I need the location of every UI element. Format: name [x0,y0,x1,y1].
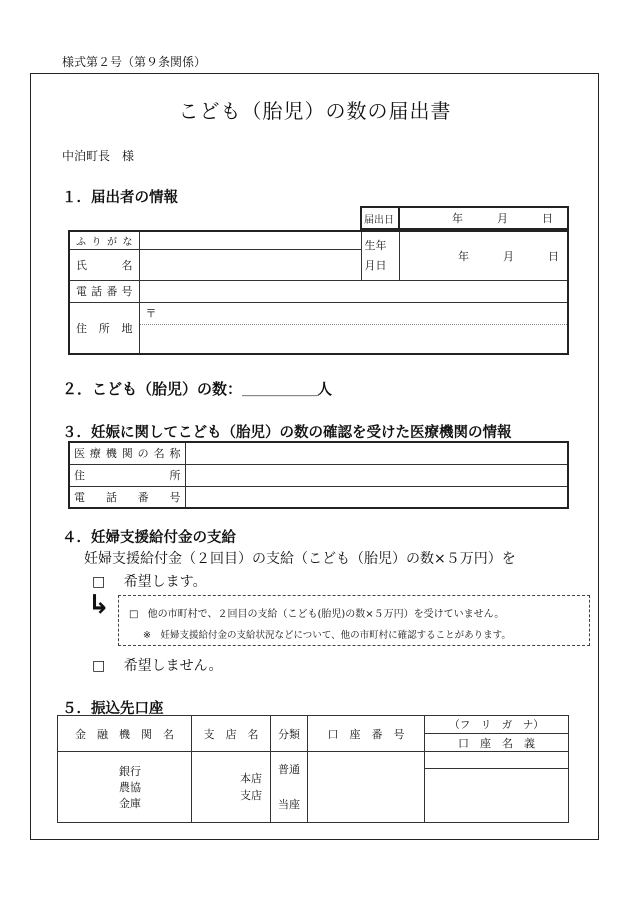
option-no-checkbox[interactable]: □ [92,658,106,674]
confirmation-note: ※ 妊婦支援給付金の支給状況などについて、他の市町村に確認することがあります。 [143,630,511,641]
address-label: 住 所 地 [69,302,139,354]
furigana-label: ふりがな [69,231,139,249]
bank-type-bank: 銀行 [119,765,141,778]
bank-type-kinko: 金庫 [119,797,141,810]
bank-account-table [57,715,569,823]
account-number-header: 口 座 番 号 [308,716,425,752]
furigana-header: （フ リ ガ ナ） [425,716,569,734]
sub-option[interactable] [129,605,504,620]
arrow-icon: ↳ [88,590,110,620]
addressee: 中泊町長 様 [62,149,135,163]
phone-label: 電話番号 [69,280,139,302]
account-type-current: 当座 [278,798,300,811]
institution-name-label: 医療機関の名称 [69,442,185,464]
birthdate-field[interactable] [399,231,568,280]
account-type-ordinary: 普通 [278,763,300,776]
birthdate-label [361,231,399,280]
institution-phone-field[interactable] [185,486,568,508]
sub-option-box [118,595,590,646]
page-title: こども（胎児）の数の届出書 [178,99,452,123]
filing-date-year: 年 [452,212,463,225]
name-field[interactable] [139,249,361,280]
furigana-field[interactable] [139,231,361,249]
section3-heading: ３．妊娠に関してこども（胎児）の数の確認を受けた医療機関の情報 [62,425,512,441]
applicant-table [68,230,569,355]
institution-address-field[interactable] [185,464,568,486]
bank-type-coop: 農協 [119,781,141,794]
medical-institution-table [68,441,569,509]
postal-code-line: 〒 [140,303,568,325]
account-type-header: 分類 [271,716,308,752]
birthdate-day: 日 [548,249,559,263]
option-no[interactable] [92,655,223,675]
form-number: 様式第２号（第９条関係） [62,55,207,69]
filing-date-label: 届出日 [361,207,399,229]
filing-date-table [360,206,569,230]
option-yes-checkbox[interactable]: □ [92,574,106,590]
filing-date-day: 日 [542,212,553,225]
option-yes-label: 希望します。 [123,574,207,590]
account-holder-field[interactable] [425,769,569,823]
institution-address-label: 住 所 [69,464,185,486]
benefit-statement: 妊婦支援給付金（２回目）の支給（こども（胎児）の数×５万円）を [84,551,516,567]
filing-date-month: 月 [497,212,508,225]
account-furigana-field[interactable] [425,752,569,769]
branch-name-header: 支 店 名 [192,716,271,752]
address-field[interactable] [139,302,568,354]
section1-heading: １．届出者の情報 [62,190,178,206]
option-no-label: 希望しません。 [123,658,223,674]
children-count-unit: 人 [317,380,333,398]
bank-name-field[interactable] [58,752,192,823]
sub-option-label: 他の市町村で、２回目の支給（こども(胎児)の数×５万円）を受けていません。 [147,609,505,620]
birthdate-label-1: 生年 [364,238,387,252]
account-holder-header: 口 座 名 義 [425,734,569,752]
sub-option-checkbox[interactable]: □ [129,609,139,620]
account-number-field[interactable] [308,752,425,823]
birthdate-year: 年 [458,249,469,263]
bank-name-header: 金 融 機 関 名 [58,716,192,752]
branch-type-branch: 支店 [240,789,262,802]
section5-heading: ５．振込先口座 [62,701,164,717]
birthdate-month: 月 [503,249,514,263]
children-count-label: ２．こども（胎児）の数： [62,380,243,398]
children-count-blank[interactable]: ＿＿＿＿＿ [242,380,318,398]
birthdate-label-2: 月日 [364,258,387,272]
account-type-field[interactable] [271,752,308,823]
institution-phone-label: 電 話 番 号 [69,486,185,508]
option-yes[interactable] [92,571,207,591]
section4-heading: ４．妊婦支援給付金の支給 [62,530,236,546]
section2-heading [62,378,332,399]
phone-field[interactable] [139,280,568,302]
name-label: 氏 名 [69,249,139,280]
branch-name-field[interactable] [192,752,271,823]
filing-date-field[interactable] [399,207,568,229]
branch-type-main: 本店 [240,772,262,785]
institution-name-field[interactable] [185,442,568,464]
